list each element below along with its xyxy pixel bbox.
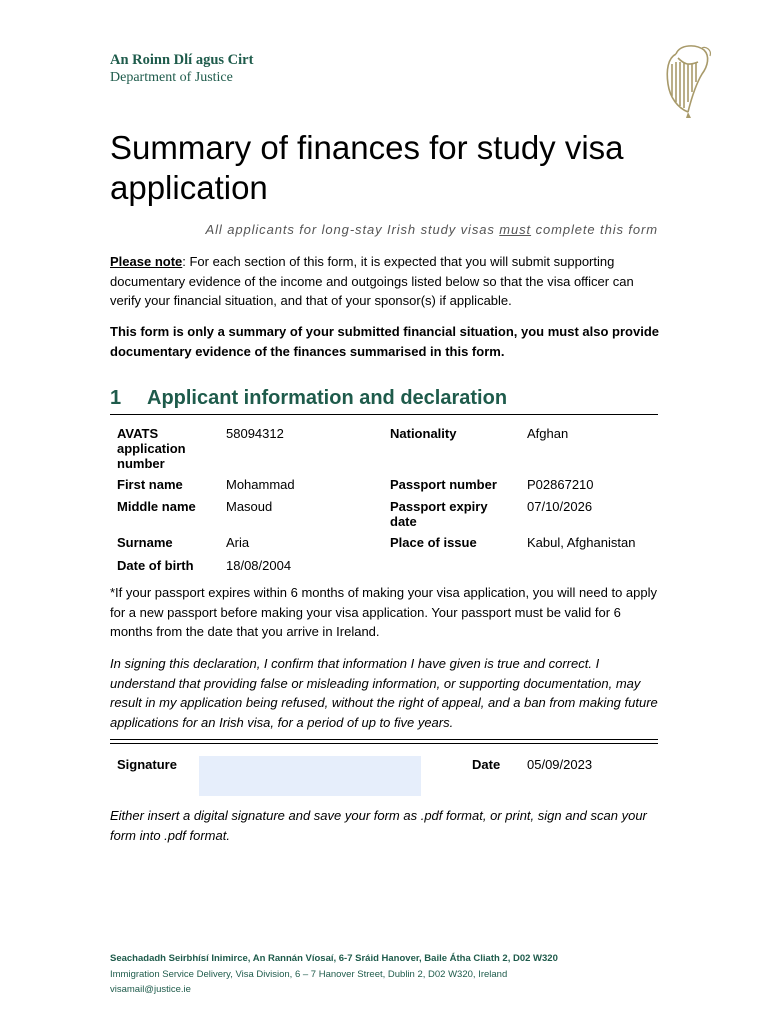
passport-validity-note: *If your passport expires within 6 months of making your visa application, you will need to apply for a new passport before making your visa application. Your passport must be valid for 6 months from the date that you arrive in Ireland. <box>110 585 658 639</box>
avats-value: 58094312 <box>226 426 284 441</box>
double-divider <box>110 739 658 744</box>
passport-expiry-label: Passport expiry date <box>390 499 488 529</box>
section-number: 1 <box>110 387 122 409</box>
first-name-value: Mohammad <box>226 477 295 492</box>
passport-expiry-value: 07/10/2026 <box>527 499 593 514</box>
declaration-text: In signing this declaration, I confirm that information I have given is true and correct. I understand that providing false or misleading information, or supporting documentation, may result in my application being refused, without the right of appeal, and a ban from making future applications for an Irish visa, for a period of up to five years. <box>110 656 658 730</box>
passport-number-value: P02867210 <box>527 477 594 492</box>
footer-address-irish: Seachadadh Seirbhísí Inimirce, An Rannán Víosaí, 6-7 Sráid Hanover, Baile Átha Cliath 2, D02 W320 <box>110 953 558 964</box>
signature-instructions: Either insert a digital signature and save your form as .pdf format, or print, sign and scan your form into .pdf format. <box>110 808 647 843</box>
footer <box>110 951 558 998</box>
section-title: Applicant information and declaration <box>147 387 508 409</box>
passport-number-label: Passport number <box>390 477 497 492</box>
signature-label: Signature <box>117 757 177 772</box>
surname-label: Surname <box>117 535 173 550</box>
please-note-label: Please note <box>110 254 183 269</box>
avats-label: AVATS application number <box>117 426 186 471</box>
department-name-english: Department of Justice <box>110 70 233 85</box>
date-of-birth-value: 18/08/2004 <box>226 558 292 573</box>
surname-value: Aria <box>226 535 250 550</box>
irish-harp-icon <box>658 40 716 120</box>
nationality-label: Nationality <box>390 426 457 441</box>
signature-field[interactable] <box>199 756 421 796</box>
please-note-paragraph: Please note: For each section of this form, it is expected that you will submit supporting documentary evidence of the income and outgoings listed below so that the visa officer can verify your financial situation, and that of your sponsor(s) if applicable. <box>110 254 634 308</box>
date-value: 05/09/2023 <box>527 757 593 772</box>
footer-email: visamail@justice.ie <box>110 984 191 995</box>
footer-address-english: Immigration Service Delivery, Visa Division, 6 – 7 Hanover Street, Dublin 2, D02 W320, Ireland <box>110 968 508 980</box>
first-name-label: First name <box>117 477 183 492</box>
middle-name-label: Middle name <box>117 499 196 514</box>
middle-name-value: Masoud <box>226 499 273 514</box>
nationality-value: Afghan <box>527 426 569 441</box>
department-header <box>110 52 253 86</box>
form-subtitle: All applicants for long-stay Irish study visas must complete this form <box>205 222 658 237</box>
department-name-irish: An Roinn Dlí agus Cirt <box>110 52 254 68</box>
section-heading <box>110 387 658 415</box>
date-label: Date <box>472 757 501 772</box>
place-of-issue-value: Kabul, Afghanistan <box>527 535 636 550</box>
date-of-birth-label: Date of birth <box>117 558 194 573</box>
place-of-issue-label: Place of issue <box>390 535 477 550</box>
form-title: Summary of finances for study visa application <box>110 129 624 206</box>
summary-warning-paragraph: This form is only a summary of your submitted financial situation, you must also provide documentary evidence of the finances summarised in this form. <box>110 324 659 359</box>
